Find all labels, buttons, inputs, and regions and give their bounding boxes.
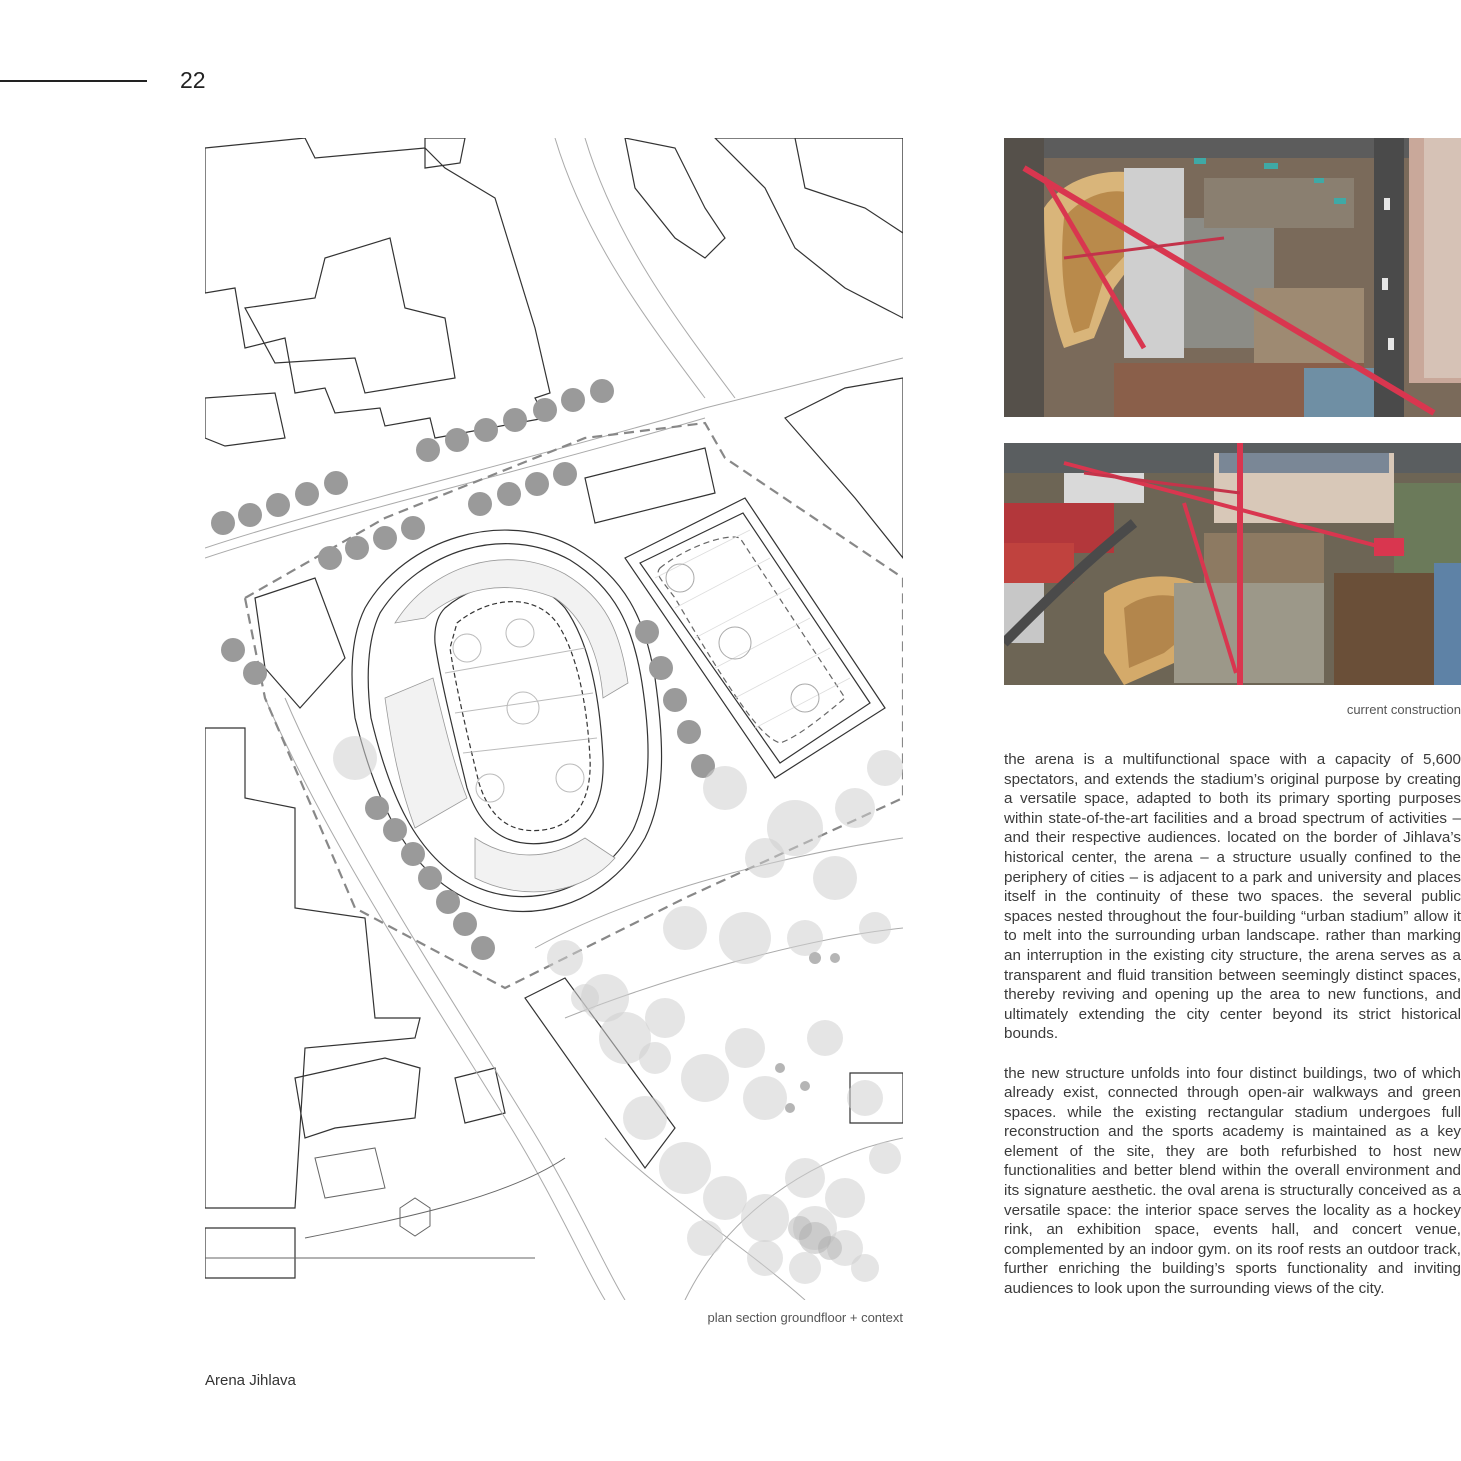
description-paragraph-1: the arena is a multifunctional space with a capacity of 5,600 spectators, and extends the stadium’s original purpose by creating a versatile space, adapted to both its primary sporting purposes within state-of-the-art facilities and a broad spectrum of activities – and their respective audiences. located on the border of Jihlava’s historical center, the arena – a structure usually confined to the periphery of cities – is adjacent to a park and university and places itself in the continuity of these two spaces. the several public spaces nested throughout the four-building “urban stadium” allow it to melt into the surrounding urban landscape. rather than marking an interruption in the existing city structure, the arena serves as a transparent and fluid transition between seemingly distinct spaces, thereby reviving and opening up the area to new functions, and ultimately extending the city center beyond its strict historical bounds. <box>1004 751 1461 1043</box>
plan-caption: plan section groundfloor + context <box>707 1310 903 1325</box>
description-paragraph-2: the new structure unfolds into four distinct buildings, two of which already exist, connected through open-air walkways and green spaces. while the existing rectangular stadium undergoes full reconstruction and the sports academy is maintained as a key element of the site, they are both refurbished to host new functionalities and better blend within the overall environment and its signature aesthetic. the oval arena is structurally conceived as a versatile space: the interior space serves the locality as a hockey rink, an exhibition space, events hall, and concert venue, complemented by an indoor gym. on its roof rests an outdoor track, further enriching the building’s sports functionality and inviting audiences to look upon the surrounding views of the city. <box>1004 1064 1461 1298</box>
project-title: Arena Jihlava <box>205 1372 296 1389</box>
site-plan-drawing <box>205 138 903 1300</box>
construction-photo-top <box>1004 138 1461 417</box>
project-description <box>1004 750 1461 1318</box>
header-rule <box>0 80 147 82</box>
construction-photo-bottom <box>1004 443 1461 685</box>
page-number: 22 <box>180 67 206 93</box>
photo-caption: current construction <box>1346 702 1461 717</box>
